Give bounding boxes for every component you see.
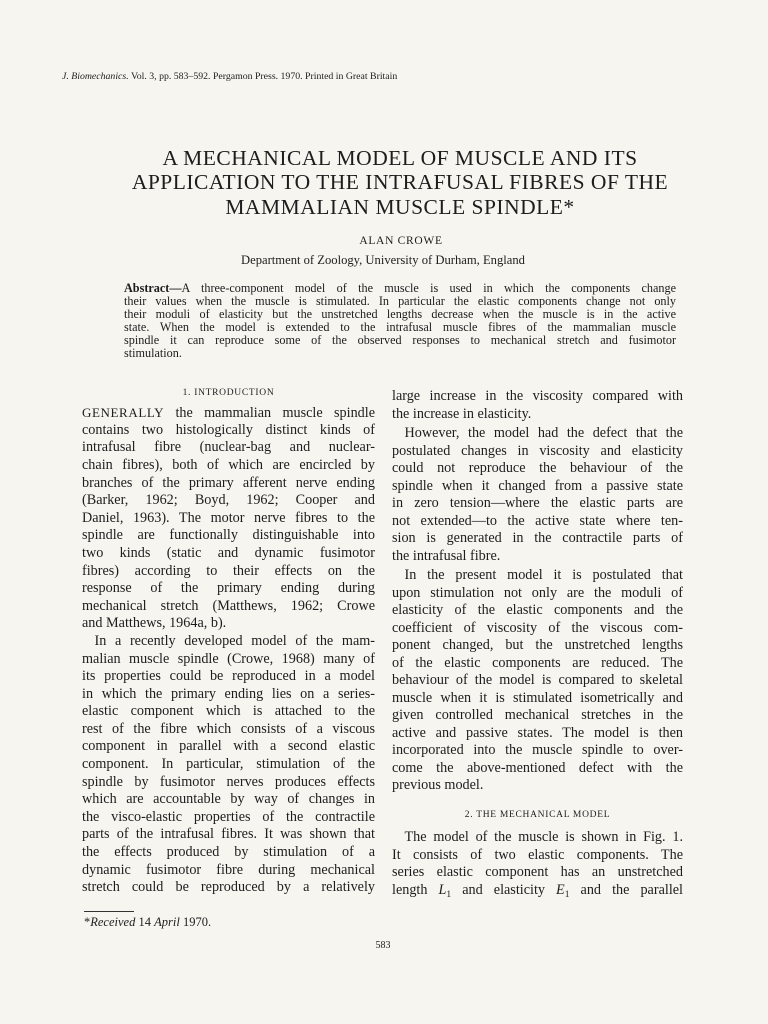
footnote-marker: *: [84, 915, 91, 929]
footnote-received: Received: [90, 915, 136, 929]
section-heading-mechanical-model: 2. THE MECHANICAL MODEL: [464, 810, 611, 821]
right-column-line: active and passive states. The model is then: [392, 724, 683, 741]
abstract-line: their values when the muscle is stimulated. In particular the elastic components change not only: [124, 293, 676, 308]
abstract-line: stimulation.: [124, 345, 182, 360]
symbol-length: L: [438, 881, 447, 898]
title-line: MAMMALIAN MUSCLE SPINDLE*: [225, 194, 575, 219]
subscript: 1: [564, 889, 570, 900]
left-column-line: Daniel, 1963). The motor nerve fibres to the: [82, 509, 375, 526]
right-column-line: muscle when it is stimulated isometrically and: [392, 689, 683, 706]
left-column-line: component. In particular, stimulation of the: [82, 756, 375, 773]
left-column-line: its properties could be reproduced in a model: [82, 668, 375, 685]
left-column-line: intrafusal fibre (nuclear-bag and nuclear-: [82, 439, 375, 456]
paragraph: [392, 388, 683, 423]
left-column-line: in which the primary ending lies on a series-: [82, 685, 375, 702]
right-column: [392, 388, 683, 899]
right-column-line: of the elastic components are reduced. The: [392, 654, 683, 671]
abstract-line: [124, 282, 676, 295]
left-column-line: elastic component which is attached to the: [82, 703, 375, 720]
paragraph: [392, 829, 683, 899]
footnote-month: April: [154, 915, 180, 929]
right-column-line: behaviour of the model is compared to skeletal: [392, 672, 683, 689]
abstract-line: spindle it can reproduce some of the observed responses to mechanical stretch and fusimotor: [124, 332, 676, 347]
left-column-line: chain fibres), both of which are encircled by: [82, 456, 375, 473]
left-column-line: which are accountable by way of changes in: [82, 791, 375, 808]
subscript: 1: [446, 889, 452, 900]
right-column-line: the increase in elasticity.: [392, 405, 532, 422]
right-column-line: in zero tension—where the elastic parts are: [392, 495, 683, 512]
publication-details: Vol. 3, pp. 583–592. Pergamon Press. 1970. Printed in Great Britain: [130, 71, 398, 82]
left-column-line: [82, 404, 375, 422]
right-column-line: previous model.: [392, 777, 484, 794]
left-column-line: malian muscle spindle (Crowe, 1968) many of: [82, 650, 375, 667]
left-column-line: the visco-elastic properties of the contractile: [82, 808, 375, 825]
left-column-line: branches of the primary afferent nerve ending: [82, 474, 375, 491]
opening-word: GENERALLY: [82, 405, 165, 421]
article-title: [0, 146, 768, 220]
symbol-elasticity: E: [556, 881, 565, 898]
right-column-line: spindle when it changed from a passive state: [392, 477, 683, 494]
left-column-line: and Matthews, 1964a, b).: [82, 615, 227, 632]
left-column: [82, 404, 375, 897]
paragraph: [82, 633, 375, 897]
right-column-line: given controlled mechanical stretches in the: [392, 707, 683, 724]
line-text: length: [392, 881, 439, 898]
left-column-line: contains two histologically distinct kinds of: [82, 421, 375, 438]
right-column-line: sion is generated in the contractile parts of: [392, 530, 683, 547]
right-column-line: postulated changes in viscosity and elasticity: [392, 442, 683, 459]
section-heading-introduction: 1. INTRODUCTION: [182, 388, 275, 398]
title-line: APPLICATION TO THE INTRAFUSAL FIBRES OF THE: [131, 170, 669, 195]
page-number: 583: [375, 940, 391, 951]
right-column-line: In the present model it is postulated that: [404, 567, 683, 584]
footnote-day: 14: [135, 915, 155, 929]
abstract-line: their moduli of elasticity but the unstretched lengths decrease when the muscle is in the active: [124, 306, 676, 321]
right-column-line: not extended—to the active state where ten-: [392, 512, 683, 529]
author-affiliation: Department of Zoology, University of Durham, England: [241, 252, 525, 267]
journal-name: J. Biomechanics.: [62, 71, 129, 82]
abstract: [124, 282, 676, 360]
left-column-line: (Barker, 1962; Boyd, 1962; Cooper and: [82, 492, 375, 509]
running-head: [62, 71, 397, 83]
line-text: and the parallel: [569, 881, 683, 898]
right-column-line: It consists of two elastic components. The: [392, 846, 683, 863]
footnote-year: 1970.: [179, 915, 212, 929]
left-column-line: rest of the fibre which consists of a viscous: [82, 720, 375, 737]
right-column-line: However, the model had the defect that the: [404, 425, 683, 442]
title-line: A MECHANICAL MODEL OF MUSCLE AND ITS: [162, 145, 638, 170]
right-column-line: The model of the muscle is shown in Fig. 1.: [404, 829, 683, 846]
right-column-line: upon stimulation not only are the moduli of: [392, 584, 683, 601]
left-column-line: fibres) according to their effects on the: [82, 562, 375, 579]
left-column-line: component in parallel with a second elastic: [82, 738, 375, 755]
abstract-text: A three-component model of the muscle is used in which the components change: [181, 280, 676, 295]
left-column-line: spindle by fusimotor nerves produces effects: [82, 773, 375, 790]
right-column-line: the intrafusal fibre.: [392, 547, 501, 564]
left-column-line: mechanical stretch (Matthews, 1962; Crowe: [82, 597, 375, 614]
left-column-line: response of the primary ending during: [82, 580, 375, 597]
footnote-rule: [84, 911, 134, 912]
left-column-line: the effects produced by stimulation of a: [82, 844, 375, 861]
left-column-line: dynamic fusimotor fibre during mechanical: [82, 861, 375, 878]
paragraph: [392, 425, 683, 565]
right-column-line: series elastic component has an unstretched: [392, 864, 683, 881]
right-column-line: large increase in the viscosity compared with: [392, 388, 683, 405]
left-column-line: stretch could be reproduced by a relatively: [82, 879, 375, 896]
right-column-line: come the above-mentioned defect with the: [392, 759, 683, 776]
paragraph: [392, 567, 683, 795]
line-text: the mammalian muscle spindle: [175, 405, 375, 422]
abstract-line: state. When the model is extended to the intrafusal muscle fibres of the mammalian muscle: [124, 319, 676, 334]
paragraph: [82, 404, 375, 633]
right-column-line: incorporated into the muscle spindle to over-: [392, 742, 683, 759]
author-name: ALAN CROWE: [359, 235, 443, 247]
line-text: and elasticity: [451, 881, 557, 898]
footnote: [84, 915, 211, 929]
right-column-line: [392, 882, 683, 900]
left-column-line: In a recently developed model of the mam-: [94, 632, 375, 649]
left-column-line: spindle are functionally distinguishable into: [82, 527, 375, 544]
right-column-line: could not reproduce the behaviour of the: [392, 460, 683, 477]
right-column-line: ponent changed, but the unstretched lengths: [392, 637, 683, 654]
left-column-line: parts of the intrafusal fibres. It was shown that: [82, 826, 375, 843]
left-column-line: two kinds (static and dynamic fusimotor: [82, 544, 375, 561]
right-column-line: elasticity of the elastic components and the: [392, 602, 683, 619]
abstract-label: Abstract—: [124, 280, 182, 295]
right-column-line: coefficient of viscosity of the viscous com-: [392, 619, 683, 636]
